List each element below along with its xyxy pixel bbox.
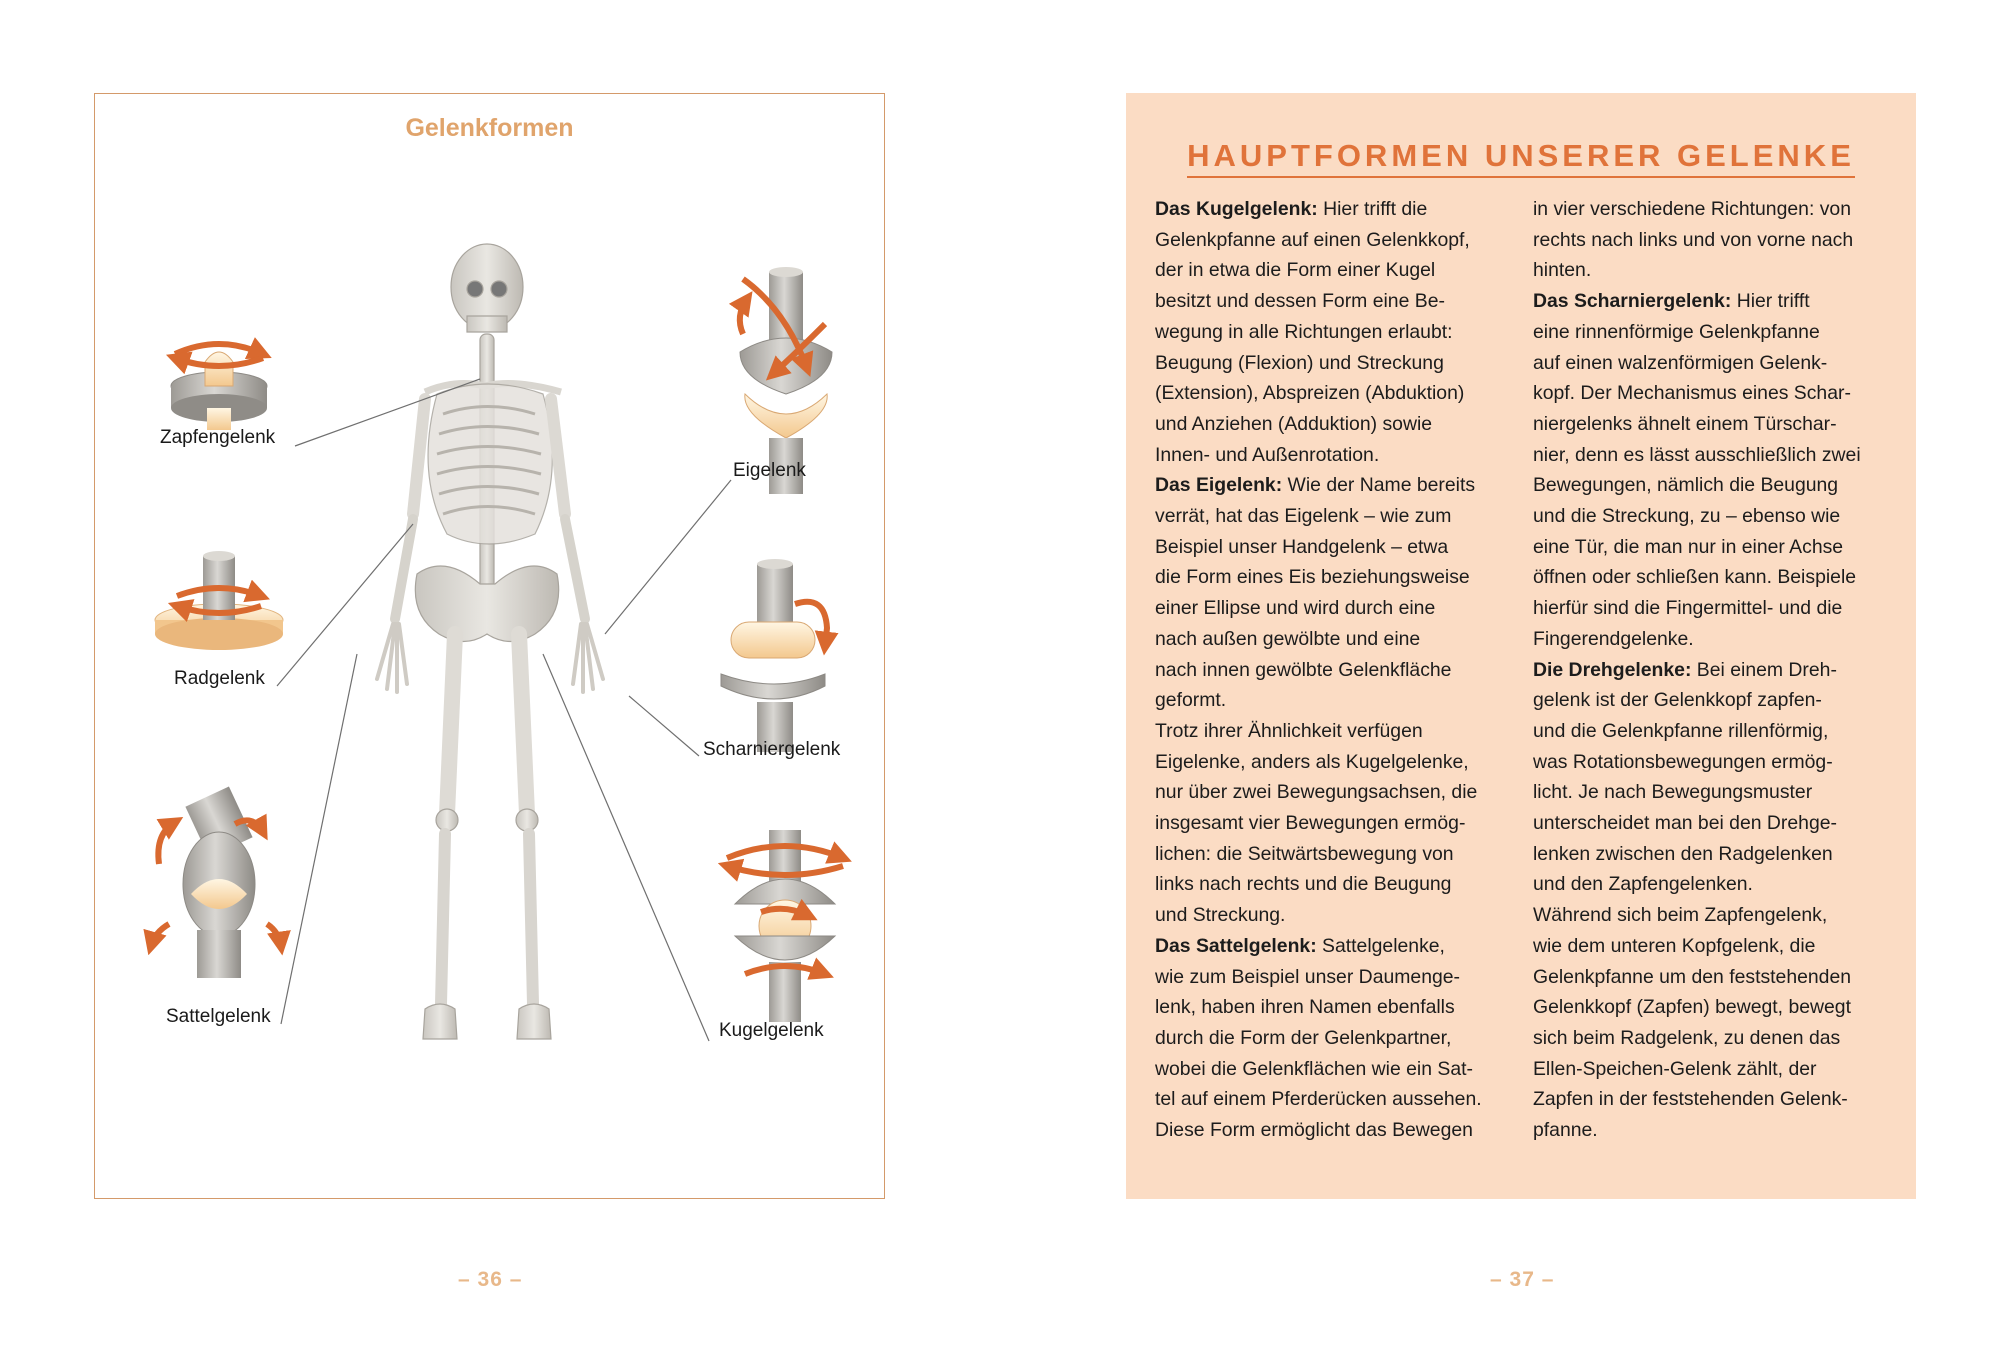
- text-line-body: unterscheidet man bei den Drehge-: [1533, 812, 1837, 835]
- text-line: [1155, 1115, 1507, 1146]
- text-line: [1533, 962, 1885, 993]
- text-line: [1155, 470, 1507, 501]
- text-line: [1533, 501, 1885, 532]
- text-line-bold: Das Scharniergelenk:: [1533, 290, 1732, 313]
- text-line: [1533, 317, 1885, 348]
- text-line: [1155, 562, 1507, 593]
- text-line-body: tel auf einem Pferderücken aussehen.: [1155, 1088, 1482, 1111]
- text-line: [1155, 1054, 1507, 1085]
- text-line-body: in vier verschiedene Richtungen: von: [1533, 198, 1851, 220]
- label-eigelenk: Eigelenk: [733, 460, 806, 481]
- text-line: [1533, 1054, 1885, 1085]
- text-line-body: nur über zwei Bewegungsachsen, die: [1155, 781, 1478, 804]
- text-line: [1155, 777, 1507, 808]
- text-line: [1155, 194, 1507, 225]
- text-line: [1155, 1084, 1507, 1115]
- text-line: [1533, 440, 1885, 471]
- text-line-body: Bewegungen, nämlich die Beugung: [1533, 474, 1839, 497]
- text-line-body: wie zum Beispiel unser Daumenge-: [1155, 965, 1461, 988]
- text-line: [1533, 532, 1885, 563]
- text-line-body: wegung in alle Richtungen erlaubt:: [1155, 320, 1453, 343]
- text-line-body: wie dem unteren Kopfgelenk, die: [1533, 934, 1816, 957]
- text-line-body: Hier trifft die: [1317, 198, 1428, 220]
- text-line: [1155, 1023, 1507, 1054]
- text-line-body: die Form eines Eis beziehungsweise: [1155, 566, 1470, 589]
- text-line-body: Wie der Name bereits: [1282, 474, 1476, 497]
- text-line: [1533, 992, 1885, 1023]
- section-heading: [1126, 138, 1916, 174]
- section-heading-text: HAUPTFORMEN UNSERER GELENKE: [1187, 138, 1855, 178]
- text-line: [1533, 685, 1885, 716]
- figure-title: Gelenkformen: [405, 114, 574, 142]
- text-line: [1533, 900, 1885, 931]
- text-line: [1533, 655, 1885, 686]
- text-line: [1155, 409, 1507, 440]
- text-line: [1155, 808, 1507, 839]
- text-line: [1533, 1115, 1885, 1146]
- text-line-body: Während sich beim Zapfengelenk,: [1533, 904, 1828, 927]
- text-line: [1155, 532, 1507, 563]
- text-line-body: verrät, hat das Eigelenk – wie zum: [1155, 505, 1452, 528]
- text-line-body: lichen: die Seitwärtsbewegung von: [1155, 842, 1454, 865]
- text-line-body: Hier trifft: [1731, 290, 1810, 313]
- text-line: [1533, 716, 1885, 747]
- figure-frame: [94, 93, 885, 1199]
- text-line: [1155, 255, 1507, 286]
- text-line-body: und Anziehen (Adduktion) sowie: [1155, 412, 1433, 435]
- text-line: [1533, 869, 1885, 900]
- text-line-body: gelenk ist der Gelenkkopf zapfen-: [1533, 689, 1822, 712]
- text-line-body: was Rotationsbewegungen ermög-: [1533, 750, 1833, 773]
- text-line-body: lenken zwischen den Radgelenken: [1533, 842, 1833, 865]
- text-line-body: Gelenkpfanne auf einen Gelenkkopf,: [1155, 228, 1470, 251]
- text-line-body: auf einen walzenförmigen Gelenk-: [1533, 351, 1828, 374]
- text-line-body: wobei die Gelenkflächen wie ein Sat-: [1155, 1057, 1473, 1080]
- text-line-body: einer Ellipse und wird durch eine: [1155, 597, 1436, 620]
- text-line-body: und die Gelenkpfanne rillenförmig,: [1533, 719, 1829, 742]
- text-line: [1533, 593, 1885, 624]
- text-line-body: Ellen-Speichen-Gelenk zählt, der: [1533, 1057, 1817, 1080]
- text-line-body: hinten.: [1533, 259, 1592, 282]
- text-line-body: nach innen gewölbte Gelenkfläche: [1155, 658, 1452, 681]
- text-line: [1155, 962, 1507, 993]
- text-line: [1533, 777, 1885, 808]
- text-line: [1533, 348, 1885, 379]
- text-line-body: und Streckung.: [1155, 904, 1286, 927]
- text-line-body: Gelenkpfanne um den feststehenden: [1533, 965, 1852, 988]
- text-line: [1533, 225, 1885, 256]
- text-line: [1155, 685, 1507, 716]
- text-line-body: rechts nach links und von vorne nach: [1533, 228, 1854, 251]
- text-line: [1155, 747, 1507, 778]
- text-line: [1533, 409, 1885, 440]
- text-line: [1155, 716, 1507, 747]
- text-line: [1155, 624, 1507, 655]
- text-line-body: der in etwa die Form einer Kugel: [1155, 259, 1436, 282]
- text-line: [1155, 501, 1507, 532]
- text-line: [1155, 931, 1507, 962]
- text-line-body: sich beim Radgelenk, zu denen das: [1533, 1026, 1841, 1049]
- text-line-body: eine rinnenförmige Gelenkpfanne: [1533, 320, 1820, 343]
- text-line-body: Innen- und Außenrotation.: [1155, 443, 1380, 466]
- text-line: [1155, 655, 1507, 686]
- text-line-body: durch die Form der Gelenkpartner,: [1155, 1026, 1452, 1049]
- text-line-bold: Das Eigelenk:: [1155, 474, 1283, 497]
- text-line-body: Beispiel unser Handgelenk – etwa: [1155, 535, 1449, 558]
- page-number-left: – 36 –: [458, 1268, 523, 1291]
- text-line-body: Sattelgelenke,: [1316, 934, 1445, 957]
- text-line-body: nach außen gewölbte und eine: [1155, 627, 1421, 650]
- text-line-body: Diese Form ermöglicht das Bewegen: [1155, 1119, 1473, 1142]
- text-line: [1155, 593, 1507, 624]
- text-line-bold: Die Drehgelenke:: [1533, 658, 1692, 681]
- label-kugelgelenk: Kugelgelenk: [719, 1020, 824, 1041]
- text-line-body: Gelenkkopf (Zapfen) bewegt, bewegt: [1533, 996, 1851, 1019]
- text-line: [1533, 255, 1885, 286]
- text-line-body: Fingerendgelenke.: [1533, 627, 1694, 650]
- text-line-body: lenk, haben ihren Namen ebenfalls: [1155, 996, 1455, 1019]
- kugelgelenk-illustration: [727, 830, 843, 1022]
- text-line: [1155, 869, 1507, 900]
- text-line-body: nier, denn es lässt ausschließlich zwei: [1533, 443, 1861, 466]
- text-line-body: Trotz ihrer Ähnlichkeit verfügen: [1155, 719, 1423, 742]
- text-line: [1533, 562, 1885, 593]
- text-line: [1155, 286, 1507, 317]
- text-line: [1155, 348, 1507, 379]
- text-line: [1155, 839, 1507, 870]
- text-line-body: eine Tür, die man nur in einer Achse: [1533, 535, 1844, 558]
- text-line: [1155, 317, 1507, 348]
- label-zapfengelenk: Zapfengelenk: [160, 427, 276, 448]
- text-line-body: und die Streckung, zu – ebenso wie: [1533, 505, 1841, 528]
- text-line-body: geformt.: [1155, 689, 1227, 712]
- label-scharniergelenk: Scharniergelenk: [703, 739, 841, 760]
- text-line-body: hierfür sind die Fingermittel- und die: [1533, 597, 1843, 620]
- text-line-body: Bei einem Dreh-: [1691, 658, 1837, 681]
- text-line-body: links nach rechts und die Beugung: [1155, 873, 1452, 896]
- text-line: [1533, 839, 1885, 870]
- text-line: [1533, 1084, 1885, 1115]
- page-number-right: – 37 –: [1490, 1268, 1555, 1291]
- text-line-body: öffnen oder schließen kann. Beispiele: [1533, 566, 1857, 589]
- text-line: [1533, 194, 1885, 225]
- text-line-body: Beugung (Flexion) und Streckung: [1155, 351, 1444, 374]
- text-line: [1533, 808, 1885, 839]
- scharniergelenk-illustration: [721, 559, 827, 752]
- text-line-body: pfanne.: [1533, 1119, 1598, 1142]
- text-column-right: [1533, 194, 1885, 1146]
- skeleton: [377, 244, 603, 1039]
- text-line-bold: Das Kugelgelenk:: [1155, 198, 1318, 220]
- text-line: [1155, 225, 1507, 256]
- text-column-left: [1155, 194, 1507, 1146]
- text-line-body: licht. Je nach Bewegungsmuster: [1533, 781, 1813, 804]
- text-line: [1155, 992, 1507, 1023]
- text-line: [1533, 286, 1885, 317]
- text-box: [1126, 93, 1916, 1199]
- text-line-body: (Extension), Abspreizen (Abduktion): [1155, 382, 1465, 405]
- text-line-body: und den Zapfengelenken.: [1533, 873, 1753, 896]
- text-line: [1155, 378, 1507, 409]
- text-line: [1533, 1023, 1885, 1054]
- label-radgelenk: Radgelenk: [174, 668, 265, 689]
- text-line-body: insgesamt vier Bewegungen ermög-: [1155, 812, 1466, 835]
- text-line: [1533, 470, 1885, 501]
- text-line: [1533, 931, 1885, 962]
- text-line-body: Eigelenke, anders als Kugelgelenke,: [1155, 750, 1469, 773]
- zapfengelenk-illustration: [171, 344, 267, 430]
- text-line-body: kopf. Der Mechanismus eines Schar-: [1533, 382, 1851, 405]
- text-line: [1533, 747, 1885, 778]
- label-sattelgelenk: Sattelgelenk: [166, 1006, 271, 1027]
- text-line: [1155, 900, 1507, 931]
- text-line: [1155, 440, 1507, 471]
- text-line: [1533, 378, 1885, 409]
- text-line-body: Zapfen in der feststehenden Gelenk-: [1533, 1088, 1848, 1111]
- radgelenk-illustration: [155, 551, 283, 650]
- text-line-bold: Das Sattelgelenk:: [1155, 934, 1317, 957]
- text-line-body: besitzt und dessen Form eine Be-: [1155, 290, 1445, 313]
- text-line-body: niergelenks ähnelt einem Türschar-: [1533, 412, 1837, 435]
- text-line: [1533, 624, 1885, 655]
- sattelgelenk-illustration: [151, 786, 281, 978]
